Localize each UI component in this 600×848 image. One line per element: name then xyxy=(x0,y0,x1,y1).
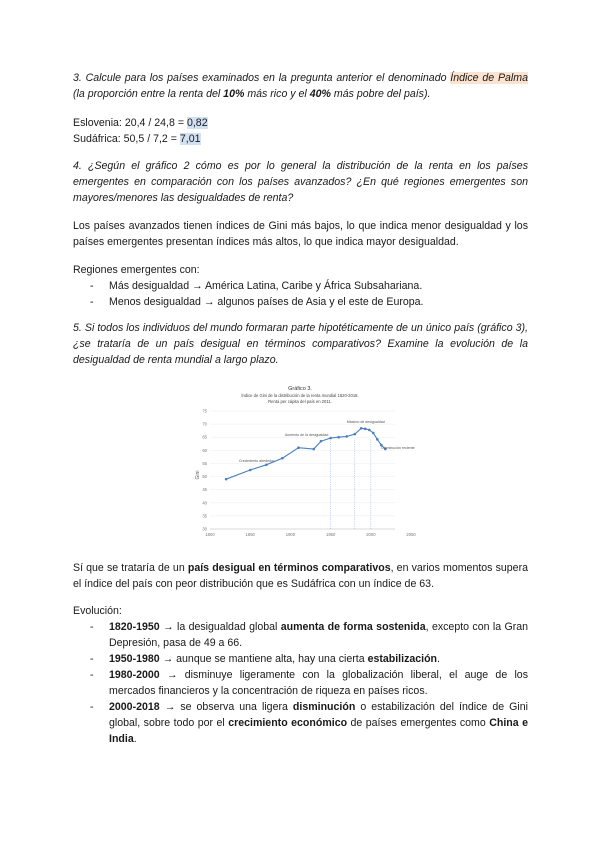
evol-text: o estabilización del índice de Gini global, sobre todo por el xyxy=(109,701,528,729)
chart-y-tick-label: 70 xyxy=(202,421,207,427)
chart-annotation: Disminución reciente xyxy=(381,446,415,451)
a5-text-1: Sí que se trataría de un xyxy=(73,562,188,574)
evol-bold: aumenta de forma sostenida xyxy=(280,621,426,633)
chart-x-ticks xyxy=(205,532,416,537)
chart-data-point xyxy=(376,438,379,441)
chart-y-tick-label: 40 xyxy=(202,500,207,506)
chart-y-tick-label: 35 xyxy=(202,513,207,519)
chart-y-ticks xyxy=(202,409,207,532)
q3-prefix: 3. Calcule para los países examinados en la pregunta anterior el denominado xyxy=(73,72,451,84)
chart-x-tick-label: 2050 xyxy=(406,532,416,537)
evol-text: de países emergentes como xyxy=(347,717,490,729)
regions-list xyxy=(73,278,528,310)
evol-text: . xyxy=(437,653,440,665)
chart-data-point xyxy=(320,440,323,443)
chart-data-point xyxy=(353,433,356,436)
evol-bold: China e India xyxy=(109,717,528,745)
chart-data-point xyxy=(329,437,332,440)
chart-y-tick-label: 60 xyxy=(202,447,207,453)
chart-x-tick-label: 1850 xyxy=(245,532,255,537)
southafrica-line xyxy=(73,131,528,147)
chart-y-tick-label: 75 xyxy=(202,408,207,414)
chart-data-point xyxy=(337,436,340,439)
chart-data-point xyxy=(281,457,284,460)
answer-4-regions xyxy=(73,262,528,310)
chart-data-point xyxy=(368,429,371,432)
evol-text: , excepto con la Gran Depresión, pasa de 49 a 66. xyxy=(109,621,529,649)
southafrica-value: 7,01 xyxy=(179,133,201,145)
list-item: - Más desigualdad → América Latina, Caribe y África Subsahariana. xyxy=(73,278,528,294)
question-4: 4. ¿Según el gráfico 2 cómo es por lo general la distribución de la renta en los países emergentes en comparación con los países avanzados? ¿En qué regiones emergentes son mayores/menores las desigualdades de renta? xyxy=(73,160,528,204)
chart-data-point xyxy=(345,435,348,438)
evol-bold: disminución xyxy=(292,701,356,713)
evolution-title: Evolución: xyxy=(73,605,122,617)
answer-4-paragraph: Los países avanzados tienen índices de Gini más bajos, lo que indica menor desigualdad y los países emergentes presentan índices más altos, lo que indica mayor desigualdad. xyxy=(73,220,528,248)
chart-x-tick-label: 1900 xyxy=(285,532,296,537)
list-item: - Menos desigualdad → algunos países de Asia y el este de Europa. xyxy=(73,294,528,310)
chart-subtitle: Índice de Gini de la distribución de la renta mundial 1820-2018. xyxy=(241,393,359,398)
chart-x-tick-label: 1950 xyxy=(325,532,336,537)
chart-data-point xyxy=(360,427,363,430)
a5-bold: país desigual en términos comparativos xyxy=(187,562,391,574)
list-item xyxy=(73,667,528,699)
q3-bold-10: 10% xyxy=(223,88,245,100)
slovenia-line xyxy=(73,115,528,131)
q3-bold-40: 40% xyxy=(309,88,331,100)
evol-bold: crecimiento económico xyxy=(228,717,348,729)
chart-y-tick-label: 50 xyxy=(202,474,207,480)
regions-intro: Regiones emergentes con: xyxy=(73,264,200,276)
chart-grid xyxy=(210,411,395,529)
question-5: 5. Si todos los individuos del mundo formaran parte hipotéticamente de un único país (gráfico 3), ¿se trataría de un país desigual en términos comparativos? Examine la evolución de la desigualdad de renta mundial a largo plazo. xyxy=(73,322,528,366)
answer-5 xyxy=(73,560,528,592)
evol-text: → aunque se mantiene alta, hay una cierta xyxy=(159,653,368,665)
chart-annotation: Crecimiento alrededor xyxy=(238,459,275,464)
evol-text: → la desigualdad global xyxy=(159,621,281,633)
chart-x-tick-label: 2000 xyxy=(366,532,376,537)
gini-chart xyxy=(190,383,416,543)
chart-y-tick-label: 45 xyxy=(202,487,207,493)
evolution-list xyxy=(73,619,528,747)
chart-data-point xyxy=(297,446,300,449)
evol-text: → disminuye ligeramente con la globalización liberal, el auge de los mercados financieros y la concentración de riqueza en países ricos. xyxy=(109,669,528,697)
period-1820-1950: 1820-1950 xyxy=(109,621,160,633)
list-item xyxy=(73,699,528,747)
period-1980-2000: 1980-2000 xyxy=(109,669,160,681)
slovenia-label: Eslovenia: 20,4 / 24,8 = xyxy=(73,117,187,129)
list-item xyxy=(73,619,528,651)
q3-text-1: (la proporción entre la renta del xyxy=(73,88,224,100)
chart-data-point xyxy=(312,448,315,451)
chart-y-label: Gini xyxy=(195,470,201,480)
chart-annotations xyxy=(239,420,415,463)
palma-term-highlight: Índice de Palma xyxy=(450,72,528,84)
evolution-section xyxy=(73,603,528,747)
chart-subtitle-2: Renta per cápita del país en 2011. xyxy=(268,399,332,404)
chart-y-tick-label: 55 xyxy=(202,460,207,466)
chart-data-point xyxy=(225,478,228,481)
chart-title: Gráfico 3. xyxy=(288,386,312,392)
chart-data-point xyxy=(364,428,367,431)
q3-text-3: más pobre del país). xyxy=(330,88,431,100)
evol-text: . xyxy=(133,733,137,745)
evol-text: → se observa una ligera xyxy=(159,701,293,713)
answer-3 xyxy=(73,115,528,147)
q3-text-2: más rico y el xyxy=(244,88,310,100)
list-item xyxy=(73,651,528,667)
chart-annotation: Máximo de desigualdad xyxy=(346,419,385,424)
chart-y-tick-label: 30 xyxy=(202,526,207,532)
chart-data-point xyxy=(265,463,268,466)
southafrica-label: Sudáfrica: 50,5 / 7,2 = xyxy=(73,133,180,145)
evol-bold: estabilización xyxy=(367,653,438,665)
chart-y-tick-label: 65 xyxy=(202,434,207,440)
slovenia-value: 0,82 xyxy=(186,117,208,129)
question-3 xyxy=(73,70,528,102)
chart-data-point xyxy=(372,432,375,435)
chart-annotation: Aumento de la desigualdad xyxy=(284,432,329,437)
chart-x-tick-label: 1800 xyxy=(205,532,215,537)
chart-data-point xyxy=(249,469,252,472)
a5-text-2: , en varios momentos supera el índice del país con peor distribución que es Sudáfrica con un índice de 63. xyxy=(73,562,528,590)
gini-chart-svg xyxy=(190,383,416,543)
period-1950-1980: 1950-1980 xyxy=(109,653,160,665)
period-2000-2018: 2000-2018 xyxy=(109,701,160,713)
